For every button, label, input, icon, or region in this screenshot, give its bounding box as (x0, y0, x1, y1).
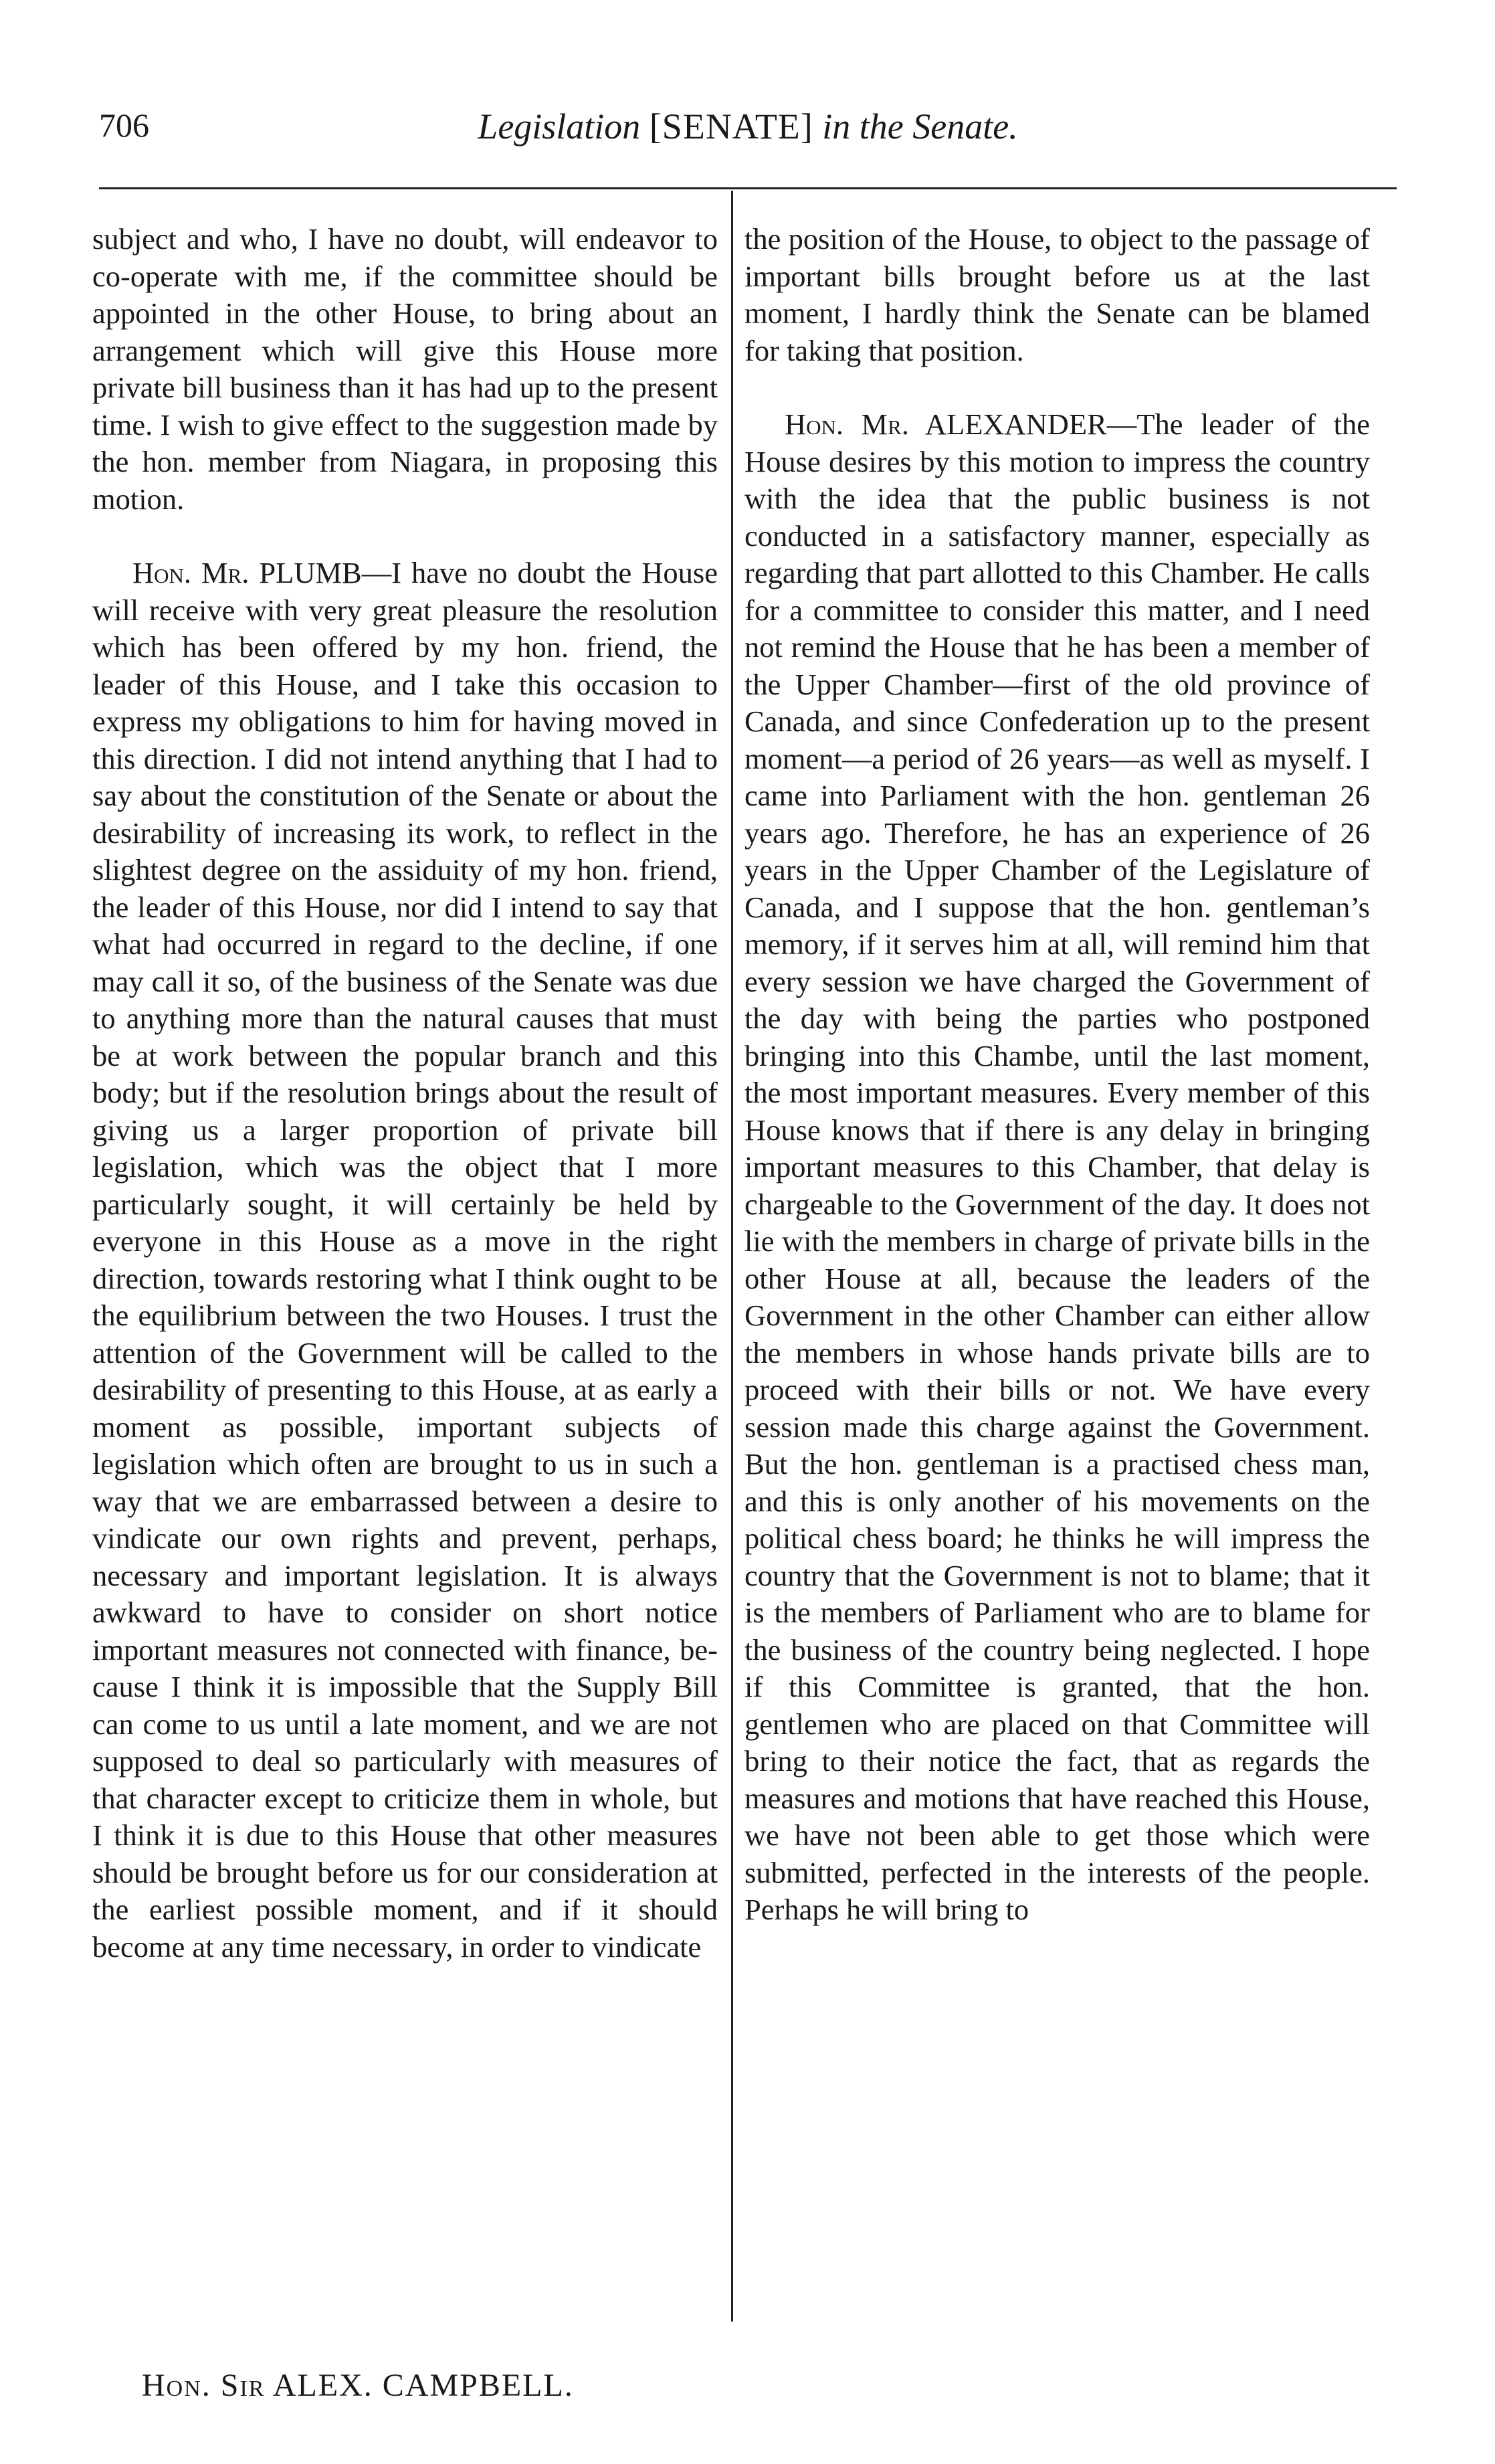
left-column (92, 221, 718, 1966)
page-footer: Hon. Sir ALEX. CAMPBELL. (142, 2368, 574, 2403)
header-rule (99, 187, 1397, 189)
speaker-name: Hon. Mr. PLUMB (132, 556, 362, 589)
speech-text: —The leader of the House desires by this motion to impress the country with the idea that the public business is not conducted in a satisfactory manner, especially as regarding that part allotted to this Chamber. He calls for a committee to consider this matter, and I need not remind the House that he has been a member of the Upper Chamber—first of the old province of Canada, and since Confederation up to the present moment—a period of 26 years—as well as myself. I came into Parliament with the hon. gentleman 26 years ago. Therefore, he has an experience of 26 years in the Upper Chamber of the Legislature of Canada, and I suppose that the hon. gentleman’s memory, if it serves him at all, will remind him that every session we have charged the Government of the day with being the parties who postponed bringing into this Chambe, until the last moment, the most important measures. Every member of this House knows that if there is any delay in bringing important measures to this Chamber, that delay is chargeable to the Government of the day. It does not lie with the members in charge of private bills in the other House at all, because the leaders of the Government in the other Chamber can either allow the members in whose hands private bills are to proceed with their bills or not. We have every session made this charge against the Government. But the hon. gentleman is a practised chess man, and this is only another of his movements on the political chess board; he thinks he will impress the country that the Government is not to blame; that it is the members of Parliament who are to blame for the business of the country being neglected. I hope if this Committee is granted, that the hon. gentlemen who are placed on that Committee will bring to their notice the fact, that as regards the measures and motions that have reached this House, we have not been able to get those which were submitted, perfected in the interests of the people. Perhaps he will bring to (744, 407, 1370, 1926)
running-title-part-1: Legislation (478, 106, 641, 147)
left-paragraph-2 (92, 555, 718, 1966)
speech-text: —I have no doubt the House will receive with very great pleasure the resolution which has been offered by my hon. friend, the leader of this House, and I take this occasion to express my obligations to him for having moved in this direction. I did not intend anything that I had to say about the constitution of the Senate or about the desirability of increasing its work, to reflect in the slightest degree on the assiduity of my hon. friend, the leader of this House, nor did I intend to say that what had occurred in regard to the decline, if one may call it so, of the business of the Senate was due to anything more than the natural causes that must be at work between the popular branch and this body; but if the resolution brings about the result of giving us a larger proportion of private bill legislation, which was the object that I more particularly sought, it will certainly be held by everyone in this House as a move in the right direction, towards restoring what I think ought to be the equilibrium between the two Houses. I trust the attention of the Government will be called to the desirability of presenting to this House, at as early a moment as possible, important subjects of legislation which often are brought to us in such a way that we are embarrassed between a desire to vindicate our own rights and prevent, perhaps, necessary and important legislation. It is always awkward to have to consider on short notice important measures not connected with finance, because I think it is impossible that the Supply Bill can come to us until a late moment, and we are not supposed to deal so particularly with measures of that character except to criticize them in whole, but I think it is due to this House that other measures should be brought before us for our consideration at the earliest possible moment, and if it should become at any time necessary, in order to vindicate (92, 556, 718, 1964)
page-number: 706 (99, 106, 149, 144)
right-column (744, 221, 1370, 1929)
page-header (99, 100, 1397, 154)
column-divider (731, 191, 733, 2321)
right-paragraph-1: the position of the House, to object to the passage of important bills brought before us at the last moment, I hardly think the Senate can be blamed for taking that position. (744, 222, 1370, 367)
running-title-part-2: in the Senate. (822, 106, 1018, 147)
running-title-bracket: [SENATE] (649, 106, 813, 147)
speaker-name: Hon. Mr. ALEXANDER (785, 407, 1107, 441)
running-title (99, 106, 1397, 147)
right-paragraph-2 (744, 406, 1370, 1929)
left-paragraph-1: subject and who, I have no doubt, will endeavor to co-operate with me, if the committee should be appointed in the other House, to bring about an arrangement which will give this House more private bill business than it has had up to the present time. I wish to give effect to the suggestion made by the hon. member from Niagara, in proposing this motion. (92, 222, 718, 516)
